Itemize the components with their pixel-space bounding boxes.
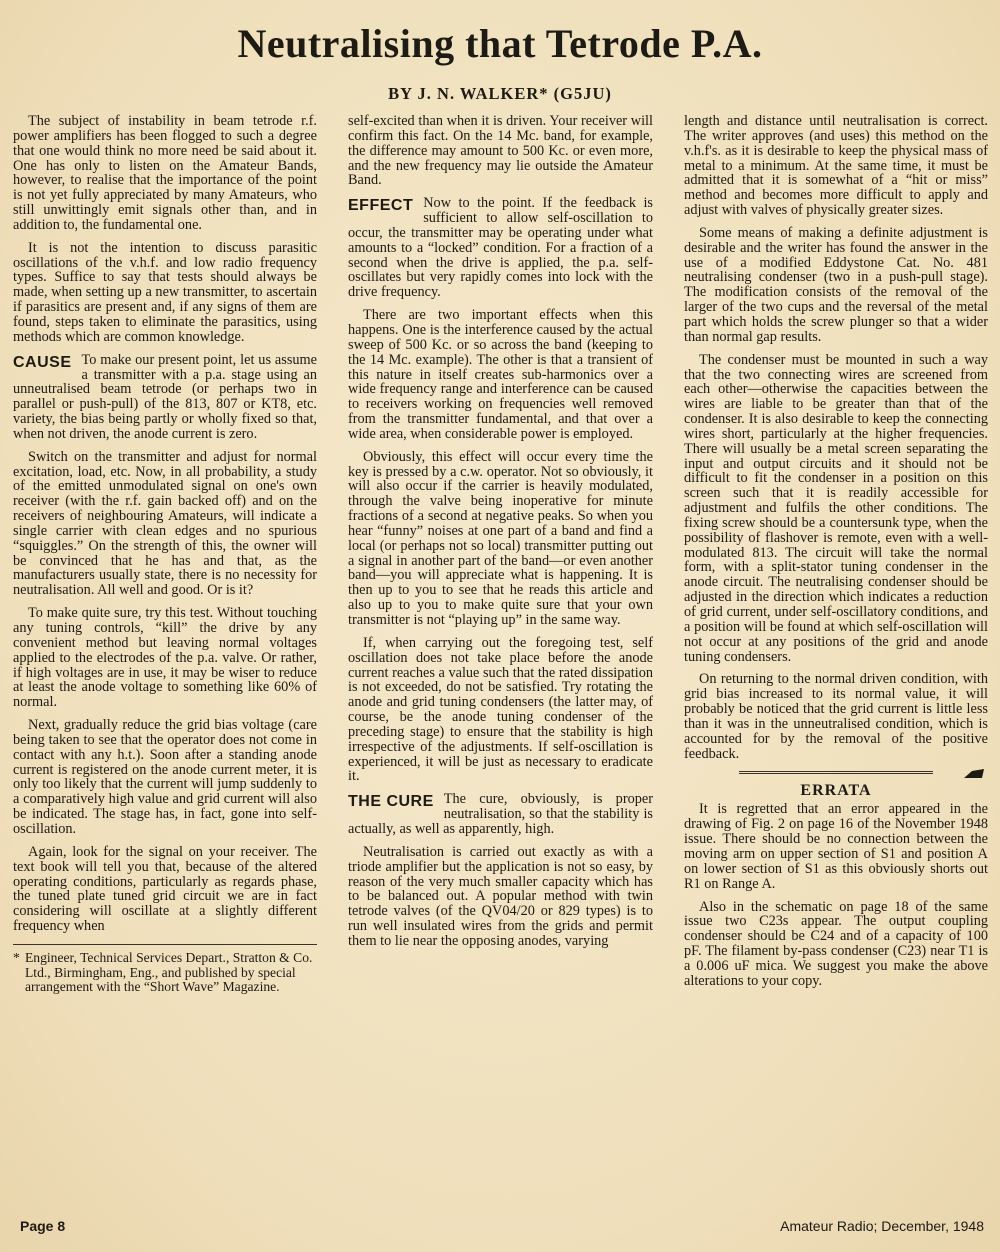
paragraph: The subject of instability in beam tetrode r.f. power amplifiers has been flogged to such a degree that one would think no more need be said about it. One has only to listen on the Amateur Bands, however, to realise that the importance of the point is not yet fully appreciated by many Amateurs, who still unwittingly emit signals other than, and in addition to, the fundamental one. (13, 113, 317, 233)
paragraph-text: The cure, obviously, is proper neutralisation, so that the stability is actually, as well as apparently, high. (348, 791, 653, 837)
paragraph: Switch on the transmitter and adjust for normal excitation, load, etc. Now, in all probability, a study of the emitted unmodulated signal on one's own receiver (with the r.f. gain backed off) and on the receivers of neighbouring Amateurs, will indicate a single carrier with clean edges and no spurious “squiggles.” On the strength of this, the owner will be convinced that he has and that, as the manufacturers usually state, there is no necessity for neutralisation. All well and good. Or is it? (13, 448, 317, 599)
ornament-icon (962, 768, 986, 780)
paragraph: Neutralisation is carried out exactly as with a triode amplifier but the application is not so easy, by reason of the very much smaller capacity which has to be balanced out. A popular method with twin tetrode valves (of the QV04/20 or 829 types) is to run well insulated wires from the grids and permit them to lie near the opposing anodes, varying (348, 843, 653, 949)
paragraph (348, 196, 653, 300)
paragraph: Some means of making a definite adjustment is desirable and the writer has found the answer in the use of a modified Eddystone Cat. No. 481 neutralising condenser (two in a push-pull stage). The modification consists of the removal of the larger of the two cups and the reversal of the metal part which holds the screw plunger so that a wider than normal gap results. (684, 224, 988, 345)
footnote-marker: * (13, 949, 20, 965)
article-byline: BY J. N. WALKER* (G5JU) (388, 84, 612, 103)
footnote-text: * Engineer, Technical Services Depart., Stratton & Co. Ltd., Birmingham, Eng., and published by special arrangement with the “Short Wave” Magazine. (13, 949, 313, 995)
paragraph: It is not the intention to discuss parasitic oscillations of the v.h.f. and low radio frequency types. Suffice to say that tests should always be made, when setting up a new transmitter, to ascertain if parasitics are present and, if any signs of them are found, steps taken to eliminate the parasitics, using methods which are common knowledge. (13, 239, 317, 345)
section-heading-cure: THE CURE (348, 793, 434, 811)
footnote (13, 944, 317, 995)
paragraph: Again, look for the signal on your receiver. The text book will tell you that, because of the altered operating conditions, particularly as regards phase, the tuned plate tuned grid circuit we are in fact considering will oscillate at a slightly different frequency when (13, 843, 317, 935)
article-title: Neutralising that Tetrode P.A. (237, 21, 763, 66)
paragraph (13, 353, 317, 442)
paragraph: Next, gradually reduce the grid bias voltage (care being taken to see that the operator does not come in contact with any h.t.). Soon after a standing anode current is registered on the anode current meter, it is only too likely that the current will jump suddenly to a comparatively high value and grid current will also be indicated. The stage has, in fact, gone into self-oscillation. (13, 717, 317, 837)
paragraph: self-excited than when it is driven. Your receiver will confirm this fact. On the 14 Mc. band, for example, the difference may amount to 500 Kc. or even more, and the new frequency may lie outside the Amateur Band. (348, 113, 653, 189)
section-heading-effect: EFFECT (348, 197, 414, 215)
column-3 (684, 114, 988, 997)
paragraph: length and distance until neutralisation is correct. The writer approves (and uses) this method on the v.h.f's. as it is desirable to keep the physical mass of metal to a minimum. At the same time, it must be admitted that it is somewhat of a “hit or miss” method and becomes more difficult to apply and adjust with valves of physically greater sizes. (684, 113, 988, 219)
paragraph-text: To make our present point, let us assume a transmitter with a p.a. stage using an unneutralised beam tetrode (or perhaps two in parallel or push-pull) of the 813, 807 or KT8, etc. variety, the bias being partly or wholly fixed so that, when not driven, the anode current is zero. (13, 351, 317, 442)
paragraph-text: Now to the point. If the feedback is sufficient to allow self-oscillation to occur, the transmitter may be operating under what amounts to a “locked” condition. For a fraction of a second when the drive is applied, the p.a. self-oscillates but very rapidly comes into lock with the drive frequency. (348, 195, 653, 301)
paragraph: If, when carrying out the foregoing test, self oscillation does not take place before the anode current reaches a value such that the rated dissipation is not exceeded, do not be satisfied. Try rotating the anode and grid tuning condensers (the latter may, of course, be the anode tuning condenser of the preceding stage) to ensure that the stability is high irrespective of the adjustments. If self-oscillation is experienced, it will be just as necessary to eradicate it. (348, 634, 653, 785)
errata-header (684, 780, 988, 802)
column-2 (348, 114, 653, 957)
paragraph: To make quite sure, try this test. Without touching any tuning controls, “kill” the drive by any convenient method but leaving normal voltages applied to the electrodes of the p.a. valve. Or rather, if high voltages are in use, it may be wiser to reduce at least the anode voltage to something like 60% of normal. (13, 605, 317, 711)
paragraph: There are two important effects when this happens. One is the interference caused by the actual sweep of 500 Kc. or so across the band (keeping to the 14 Mc. example). The other is that a transient of this nature in itself creates sub-harmonics over a wide frequency range and interference can be caused to receivers working on frequencies well removed from the transmitter fundamental, and that over a wide area, when considerable power is employed. (348, 307, 653, 442)
paragraph: It is regretted that an error appeared in the drawing of Fig. 2 on page 16 of the November 1948 issue. There should be no connection between the moving arm on upper section of S1 and position A on lower section of S1 as this obviously shorts out R1 on Range A. (684, 801, 988, 892)
paragraph: On returning to the normal driven condition, with grid bias increased to its normal value, it will probably be noticed that the grid current is little less than it was in the unneutralised condition, which is accounted for by the removal of the positive feedback. (684, 671, 988, 762)
errata-title: ERRATA (800, 782, 872, 800)
journal-footer: Amateur Radio; December, 1948 (780, 1218, 984, 1234)
page-number: Page 8 (20, 1218, 66, 1234)
section-divider (739, 771, 933, 774)
paragraph: Obviously, this effect will occur every time the key is pressed by a c.w. operator. Not so obviously, it will also occur if the carrier is heavily modulated, through the valve being inoperative for minute fractions of a second at negative peaks. So when you hear “funny” noises at one part of a band and find a local (or perhaps not so local) transmitter putting out a signal in another part of the band—or even another band—you will appreciate what is happening. It is then up to you to see that he reads this article and also up to you to make quite sure that your own transmitter is not “playing up” in the same way. (348, 448, 653, 628)
paragraph: Also in the schematic on page 18 of the same issue two C23s appear. The output coupling condenser should be C24 and of a capacity of 100 pF. The filament by-pass condenser (C23) near T1 is a 0.006 uF mica. We suggest you make the above alterations to your copy. (684, 898, 988, 989)
column-1 (13, 114, 317, 995)
paragraph (348, 792, 653, 837)
section-heading-cause: CAUSE (13, 353, 72, 371)
paragraph: The condenser must be mounted in such a way that the two connecting wires are screened from each other—otherwise the capacities between the wires are liable to be greater than that of the condenser. It is also desirable to keep the connecting wires short, particularly at the higher frequencies. There will usually be a metal screen separating the input and output circuits and it should not be difficult to fit the condenser in a position on this screen such that it is readily accessible for adjustment and fulfils the other conditions. The fixing screw should be a countersunk type, when the possibility of flashover is remote, even with a well-modulated 813. The circuit will take the normal form, with a split-stator tuning condenser in the anode circuit. The neutralising condenser should be adjusted in the direction which indicates a reduction of grid current, under self-oscillatory conditions, and a position will be found at which self-oscillation will not occur at any positions of the grid and anode tuning condensers. (684, 351, 988, 665)
